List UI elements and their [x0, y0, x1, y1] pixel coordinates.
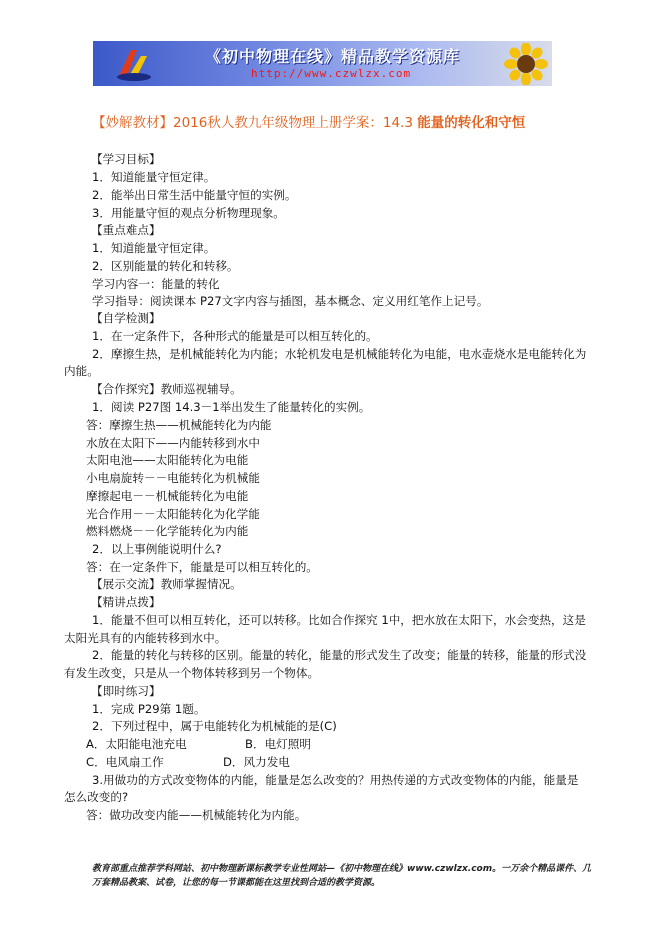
section-heading: 【合作探究】教师巡视辅导。 [91, 382, 242, 396]
banner-title: 《初中物理在线》精品教学资源库 [205, 47, 461, 66]
text-line: 摩擦起电－－机械能转化为电能 [86, 489, 249, 503]
option-c: C．电风扇工作 [86, 755, 164, 769]
title-emphasis: 能量的转化和守恒 [417, 115, 526, 131]
option-b: B．电灯照明 [245, 737, 311, 751]
text-line: 1．知道能量守恒定律。 [92, 170, 216, 184]
text-line: 1．完成 P29第 1题。 [92, 702, 206, 716]
text-line: 2．区别能量的转化和转移。 [92, 259, 239, 273]
text-line: 学习内容一：能量的转化 [92, 277, 220, 291]
text-line: 答：在一定条件下，能量是可以相互转化的。 [86, 560, 318, 574]
option-d: D．风力发电 [223, 755, 290, 769]
text-line: 1．能量不但可以相互转化，还可以转移。比如合作探究 1中，把水放在太阳下，水会变热，这是 [92, 613, 586, 627]
text-line: 答：摩擦生热——机械能转化为内能 [86, 418, 272, 432]
title-prefix: 【妙解教材】2016秋人教九年级物理上册学案：14.3 [92, 115, 418, 131]
text-line: 1．知道能量守恒定律。 [92, 241, 216, 255]
section-heading: 【即时练习】 [91, 684, 161, 698]
text-line: 2．能量的转化与转移的区别。能量的转化，能量的形式发生了改变；能量的转移，能量的形式没 [92, 648, 587, 662]
text-line: 光合作用－－太阳能转化为化学能 [86, 507, 260, 521]
text-line: 1．阅读 P27图 14.3－1举出发生了能量转化的实例。 [92, 400, 371, 414]
text-line: 1．在一定条件下，各种形式的能量是可以相互转化的。 [92, 329, 378, 343]
text-line: 太阳电池——太阳能转化为电能 [86, 453, 249, 467]
text-line: 学习指导：阅读课本 P27文字内容与插图，基本概念、定义用红笔作上记号。 [92, 294, 489, 308]
text-line: 有发生改变，只是从一个物体转移到另一个物体。 [64, 666, 320, 680]
text-line: 小电扇旋转－－电能转化为机械能 [86, 471, 260, 485]
text-line: 燃料燃烧－－化学能转化为内能 [86, 524, 249, 538]
section-heading: 【自学检测】 [91, 311, 161, 325]
page-footer: 教育部重点推荐学科网站、初中物理新课标教学专业性网站—《初中物理在线》www.czwlzx.com。一万余个精品课件、几万套精品教案、试卷，让您的每一节课都能在这里找到合适的教学资源。 [92, 864, 592, 888]
option-a: A．太阳能电池充电 [86, 737, 187, 751]
text-line: 2．以上事例能说明什么? [92, 542, 222, 556]
text-line: 水放在太阳下——内能转移到水中 [86, 436, 260, 450]
section-heading: 【精讲点拨】 [91, 595, 161, 609]
section-heading: 【展示交流】教师掌握情况。 [91, 577, 242, 591]
text-line: 2．能举出日常生活中能量守恒的实例。 [92, 188, 297, 202]
text-line: 内能。 [64, 364, 99, 378]
text-line: 3．用能量守恒的观点分析物理现象。 [92, 206, 285, 220]
text-line: 答：做功改变内能——机械能转化为内能。 [86, 808, 307, 822]
text-line: 3.用做功的方式改变物体的内能，能量是怎么改变的？用热传递的方式改变物体的内能，能量是 [92, 773, 579, 787]
section-heading: 【重点难点】 [91, 223, 161, 237]
text-line: 2．摩擦生热，是机械能转化为内能；水轮机发电是机械能转化为电能，电水壶烧水是电能转化为 [92, 347, 587, 361]
text-line: 2．下列过程中，属于电能转化为机械能的是(C) [92, 719, 337, 733]
section-heading: 【学习目标】 [91, 152, 161, 166]
text-line: 怎么改变的? [64, 790, 129, 804]
text-line: 太阳光具有的内能转移到水中。 [64, 631, 227, 645]
banner-url: http://www.czwlzx.com [251, 67, 412, 80]
